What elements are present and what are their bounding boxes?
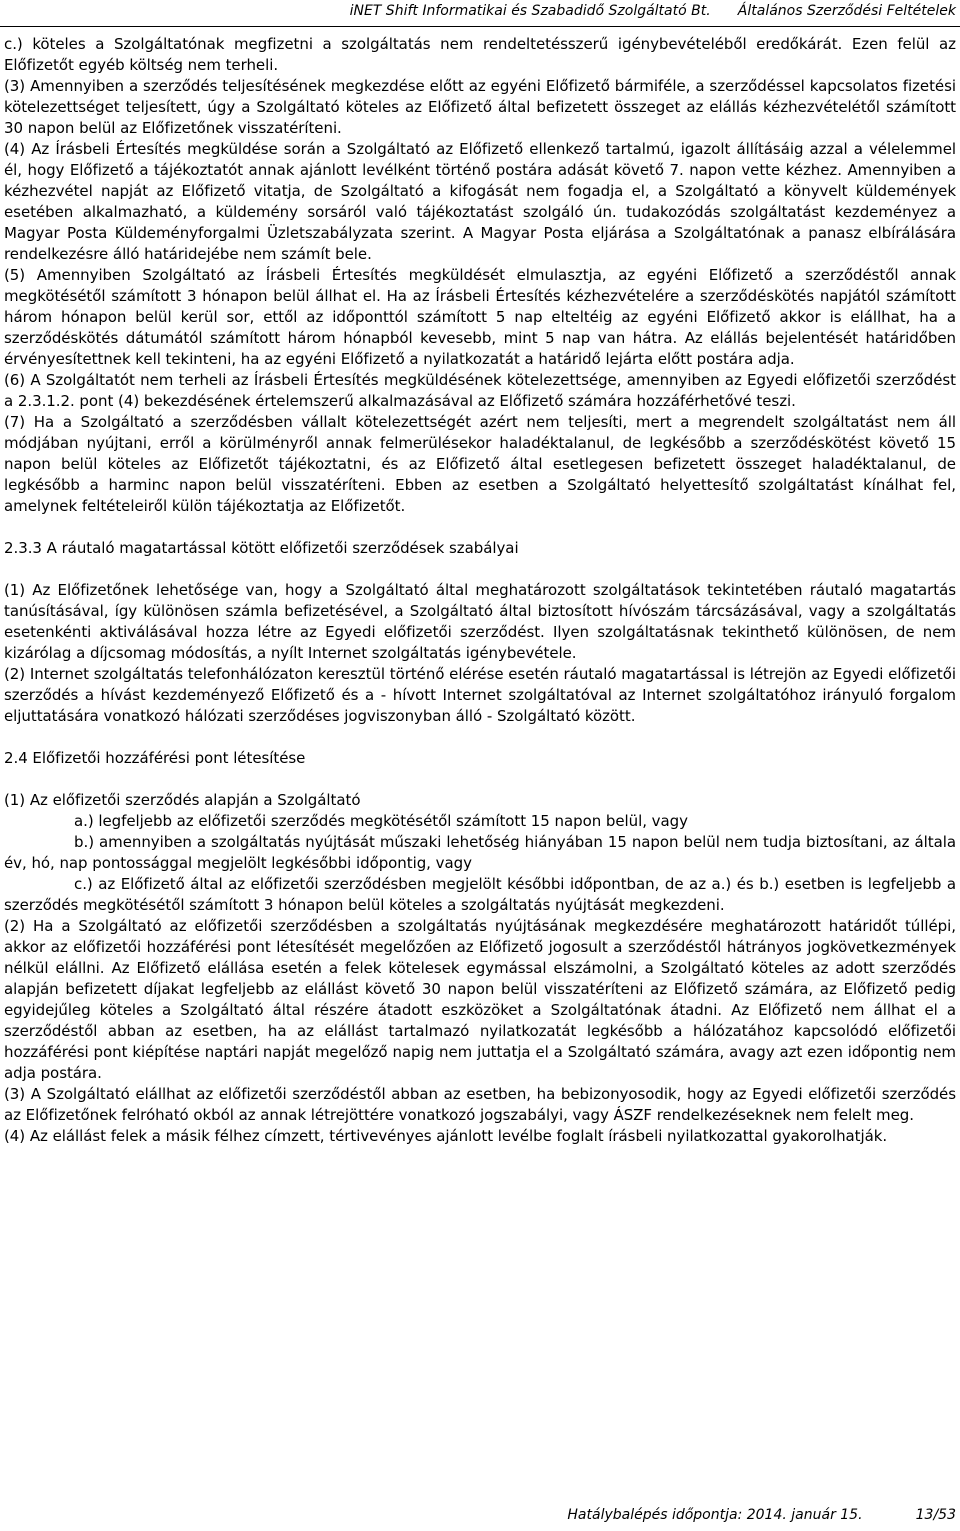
header-company: iNET Shift Informatikai és Szabadidő Szolgáltató Bt. [349, 3, 711, 19]
header-doc-title: Általános Szerződési Feltételek [737, 3, 956, 19]
page-number: 13/53 [915, 1507, 956, 1523]
list-item-c: c.) az Előfizető által az előfizetői szerződésben megjelölt későbbi időpontban, de az a.) és b.) esetben is legfeljebb a szerződés megkötésétől számított 3 hónapon belül köteles a szolgáltatás nyújtását megkezdeni. [4, 875, 956, 914]
paragraph: (7) Ha a Szolgáltató a szerződésben vállalt kötelezettségét azért nem teljesíti, mert a megrendelt szolgáltatást nem áll módjában nyújtani, erről a körülményről annak felmerülésekor haladéktalanul, de legkésőbb a szerződéskötést követő 15 napon belül köteles az Előfizetőt tájékoztatni, és az Előfizető által esetlegesen befizetett összeget haladéktalanul, de legkésőbb a harminc napon belül visszatéríteni. Ebben az esetben a Szolgáltató helyettesítő szolgáltatást kínálhat fel, amelynek feltételeiről külön tájékoztatja az Előfizetőt. [4, 413, 956, 515]
paragraph: (4) Az elállást felek a másik félhez címzett, tértivevényes ajánlott levélbe foglalt írásbeli nyilatkozattal gyakorolhatják. [4, 1127, 888, 1145]
paragraph: (2) Internet szolgáltatás telefonhálózaton keresztül történő elérése esetén ráutaló magatartással is létrejön az Egyedi előfizetői szerződés a hívást kezdeményező Előfizető és a - hívott Internet szolgáltatóval az Internet szolgáltatóhoz irányuló forgalom eljuttatására vonatkozó hálózati szerződéses jogviszonyban álló - Szolgáltató között. [4, 665, 956, 725]
paragraph: (6) A Szolgáltatót nem terheli az Írásbeli Értesítés megküldésének kötelezettsége, amennyiben az Egyedi előfizetői szerződést a 2.3.1.2. pont (4) bekezdésének értelemszerű alkalmazásával az Előfizető számára hozzáférhetővé teszi. [4, 371, 956, 410]
paragraph: (3) A Szolgáltató elállhat az előfizetői szerződéstől abban az esetben, ha bebizonyosodik, hogy az Egyedi előfizetői szerződés az Előfizetőnek felróható okból az annak létrejöttére vonatkozó jogszabályi, vagy ÁSZF rendelkezéseknek nem felelt meg. [4, 1085, 956, 1124]
paragraph: (4) Az Írásbeli Értesítés megküldése során a Szolgáltató az Előfizető ellenkező tartalmú, igazolt állításáig azzal a vélelemmel él, hogy Előfizető a tájékoztatót annak ajánlott levélként történő postára adását követő 7. napon vette kézhez. Amennyiben a kézhezvétel napját az Előfizető vitatja, de Szolgáltató a kifogását nem fogadja el, a Szolgáltató a könyvelt küldemények esetében alkalmazható, a küldemény sorsáról való tájékoztatást szolgáló ún. tudakozódás szolgáltatást kezdeményez a Magyar Posta Küldeményforgalmi Üzletszabályzata szerint. A Magyar Posta eljárása a Szolgáltatónak a panasz elbírálására rendelkezésre álló határidejébe nem számít bele. [4, 140, 956, 263]
paragraph: (1) Az előfizetői szerződés alapján a Szolgáltató [4, 791, 361, 809]
paragraph: (3) Amennyiben a szerződés teljesítésének megkezdése előtt az egyéni Előfizető bármiféle, a szerződéssel kapcsolatos fizetési kötelezettséget teljesített, úgy a Szolgáltató köteles az Előfizető által befizetett összeget az elállás kézhezvételétől számított 30 napon belül az Előfizetőnek visszatéríteni. [4, 77, 956, 137]
paragraph: c.) köteles a Szolgáltatónak megfizetni a szolgáltatás nem rendeltetésszerű igénybevételéből eredőkárát. Ezen felül az Előfizetőt egyéb költség nem terheli. [4, 35, 956, 74]
section-heading: 2.3.3 A ráutaló magatartással kötött előfizetői szerződések szabályai [4, 539, 519, 557]
page-footer [0, 1501, 960, 1531]
list-item-b: b.) amennyiben a szolgáltatás nyújtását műszaki lehetőség hiányában 15 napon belül nem tudja biztosítani, az általa év, hó, nap pontossággal megjelölt legkésőbbi időpontig, vagy [4, 833, 956, 872]
list-item-a: a.) legfeljebb az előfizetői szerződés megkötésétől számított 15 napon belül, vagy [74, 812, 688, 830]
page-header [0, 0, 960, 27]
paragraph: (2) Ha a Szolgáltató az előfizetői szerződésben a szolgáltatás nyújtásának megkezdésére meghatározott határidőt túllépi, akkor az előfizetői hozzáférési pont létesítését megelőzően az Előfizető jogosult a szerződéstől hátrányos jogkövetkezmények nélkül elállni. Az Előfizető elállása esetén a felek kötelesek egymással elszámolni, a Szolgáltató köteles az adott szerződés alapján befizetett díjakat legfeljebb az elállást követő 30 napon belül visszatéríteni az Előfizető számára, az Előfizető pedig egyidejűleg köteles a Szolgáltató által részére átadott eszközöket a Szolgáltatónak átadni. Az Előfizető nem állhat el a szerződéstől abban az esetben, ha az elállást tartalmazó nyilatkozatát legkésőbb a hálózatához kapcsolódó előfizetői hozzáférési pont kiépítése naptári napját megelőző napig nem juttatja el a Szolgáltató számára, avagy azt ezen időpontig nem adja postára. [4, 917, 956, 1082]
footer-effective-date: Hatálybalépés időpontja: 2014. január 15. [567, 1507, 863, 1523]
paragraph: (1) Az Előfizetőnek lehetősége van, hogy a Szolgáltató által meghatározott szolgáltatások tekintetében ráutaló magatartás tanúsításával, így különösen számla befizetésével, a Szolgáltató által biztosított hívószám tárcsázásával, vagy a szolgáltatás esetenkénti aktiválásával hozza létre az Egyedi előfizetői szerződést. Ilyen szolgáltatásnak tekinthető különösen, de nem kizárólag a díjcsomag módosítás, a nyílt Internet szolgáltatás igénybevétele. [4, 581, 956, 662]
paragraph: (5) Amennyiben Szolgáltató az Írásbeli Értesítés megküldését elmulasztja, az egyéni Előfizető a szerződéstől annak megkötésétől számított 3 hónapon belül állhat el. Ha az Írásbeli Értesítés kézhezvételére a szerződéskötés napjától számított három hónapon belül kerül sor, ettől az időponttól számított 5 nap elteltéig az egyéni Előfizető akkor is elállhat, ha a szerződéskötés dátumától számított három hónapból kevesebb, mint 5 nap van hátra. Az elállás bejelentését határidőben érvényesítettnek kell tekinteni, ha az egyéni Előfizető a nyilatkozatát a határidő lejárta előtt postára adja. [4, 266, 956, 368]
section-heading: 2.4 Előfizetői hozzáférési pont létesítése [4, 749, 306, 767]
document-body [4, 34, 956, 1147]
